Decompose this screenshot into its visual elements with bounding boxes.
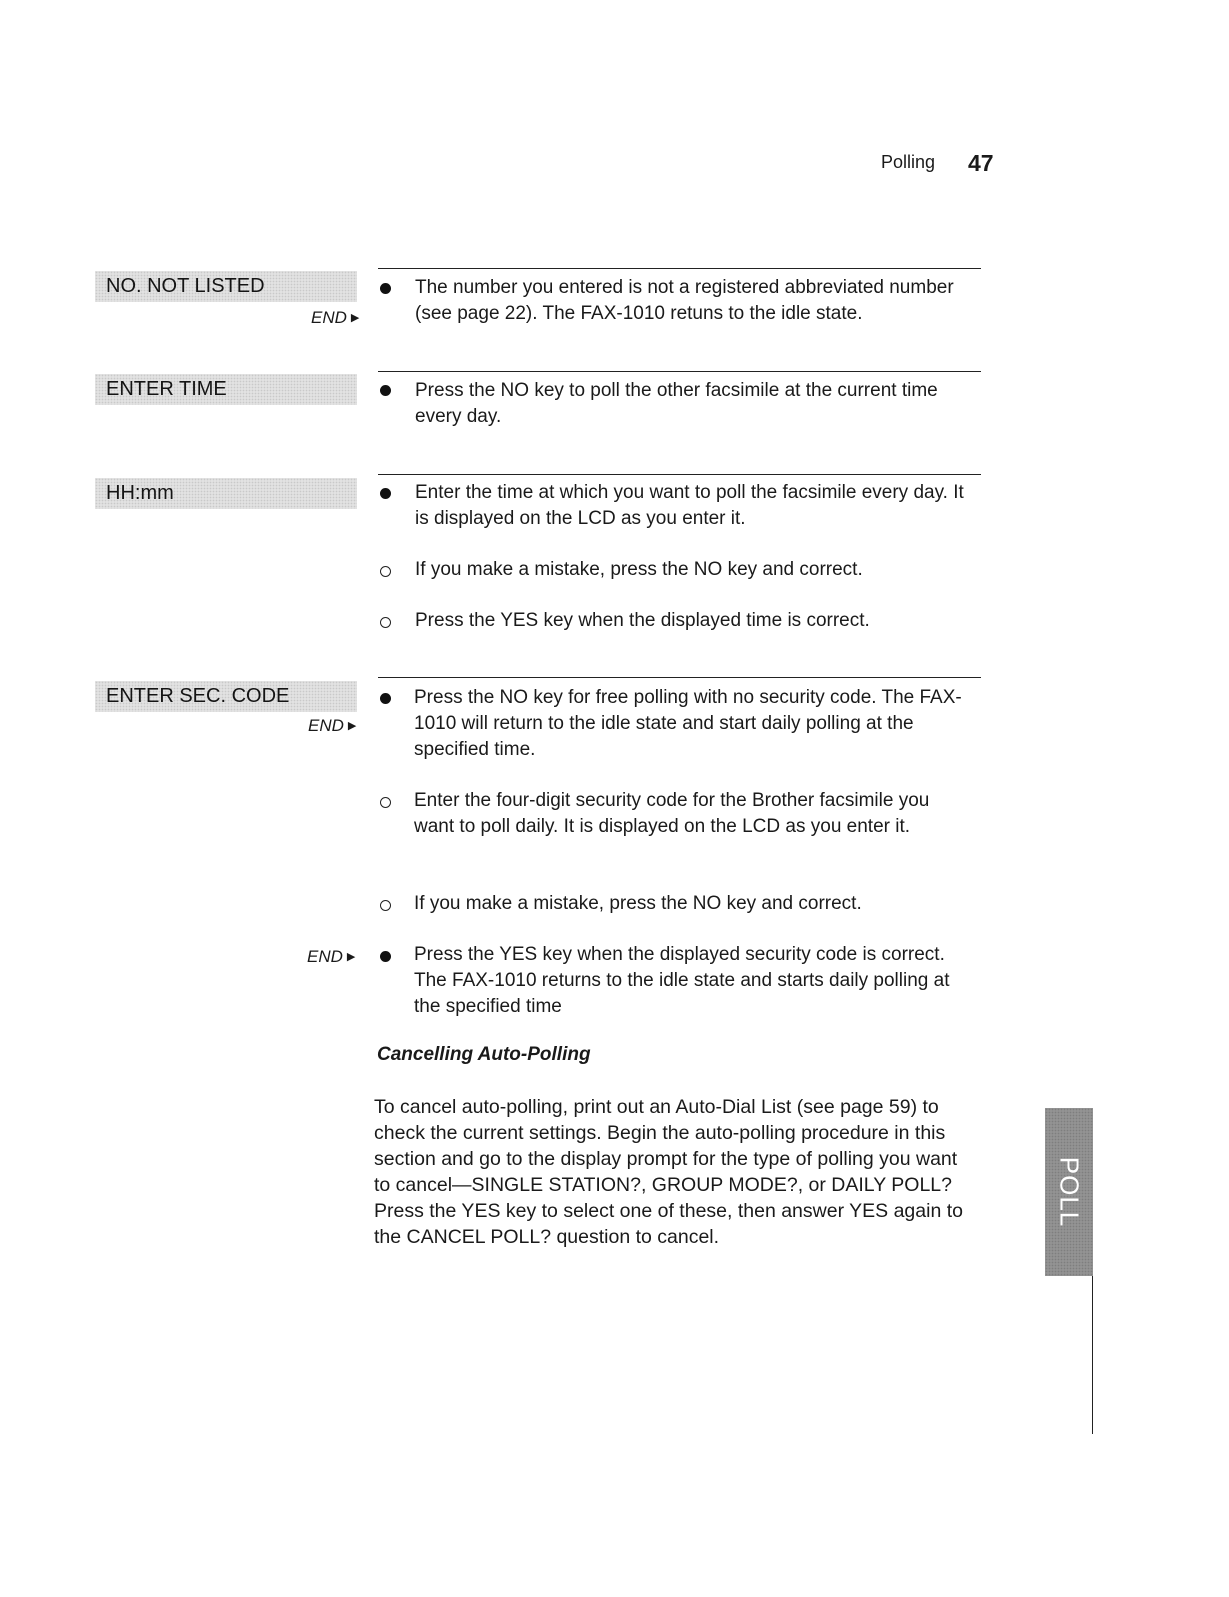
instruction-text: Enter the four-digit security code for the Brother facsimile you want to poll daily. It is displayed on the LCD as you enter it.: [414, 790, 930, 837]
option-circle-icon: [380, 566, 391, 577]
option-circle-icon: [380, 617, 391, 628]
instruction-text: Press the NO key to poll the other facsimile at the current time every day.: [415, 380, 938, 427]
option-circle-icon: [380, 797, 391, 808]
lcd-display-enter-time: ENTER TIME: [95, 374, 357, 405]
instruction-text: Enter the time at which you want to poll the facsimile every day. It is displayed on the LCD as you enter it.: [415, 482, 964, 529]
bullet-icon: [380, 283, 391, 294]
instruction-text: Press the NO key for free polling with no security code. The FAX-1010 will return to the idle state and start daily polling at the specified time.: [414, 687, 962, 760]
bullet-icon: [380, 693, 391, 704]
thumb-tab-label: POLL: [1054, 1156, 1085, 1228]
poll-thumb-tab: [1045, 1108, 1093, 1276]
end-arrow-icon: ▶: [350, 312, 360, 324]
section-divider: [378, 371, 981, 372]
body-paragraph: To cancel auto-polling, print out an Auto-Dial List (see page 59) to check the current settings. Begin the auto-polling procedure in this section and go to the display prompt for the type of polling you want to cancel—SINGLE STATION?, GROUP MODE?, or DAILY POLL? Press the YES key to select one of these, then answer YES again to the CANCEL POLL? question to cancel.: [374, 1096, 963, 1248]
instruction-text: Press the YES key when the displayed security code is correct. The FAX-1010 returns to the idle state and starts daily polling at the specified time: [414, 944, 950, 1017]
option-circle-icon: [380, 900, 391, 911]
bullet-icon: [380, 488, 391, 499]
bullet-icon: [380, 951, 391, 962]
lcd-display-time-format: HH:mm: [95, 478, 357, 509]
instruction-text: Press the YES key when the displayed time is correct.: [415, 610, 870, 631]
end-arrow-icon: ▶: [347, 720, 357, 732]
instruction-text: The number you entered is not a registered abbreviated number (see page 22). The FAX-1010 retuns to the idle state.: [415, 277, 954, 324]
bullet-icon: [380, 385, 391, 396]
lcd-display-enter-sec-code: ENTER SEC. CODE: [95, 681, 357, 712]
lcd-display-no-not-listed: NO. NOT LISTED: [95, 271, 357, 302]
instruction-text: If you make a mistake, press the NO key and correct.: [414, 893, 862, 914]
running-header-title: Polling: [881, 152, 936, 172]
end-marker: END ▶: [311, 308, 360, 327]
section-divider: [378, 474, 981, 475]
margin-rule: [1092, 1276, 1093, 1434]
section-divider: [378, 268, 981, 269]
end-arrow-icon: ▶: [346, 951, 356, 963]
section-divider: [378, 677, 981, 678]
end-marker: END ▶: [308, 716, 357, 735]
end-marker: END ▶: [307, 947, 356, 966]
instruction-text: If you make a mistake, press the NO key and correct.: [415, 559, 863, 580]
section-heading: Cancelling Auto-Polling: [377, 1044, 591, 1065]
page-number: 47: [968, 150, 994, 176]
